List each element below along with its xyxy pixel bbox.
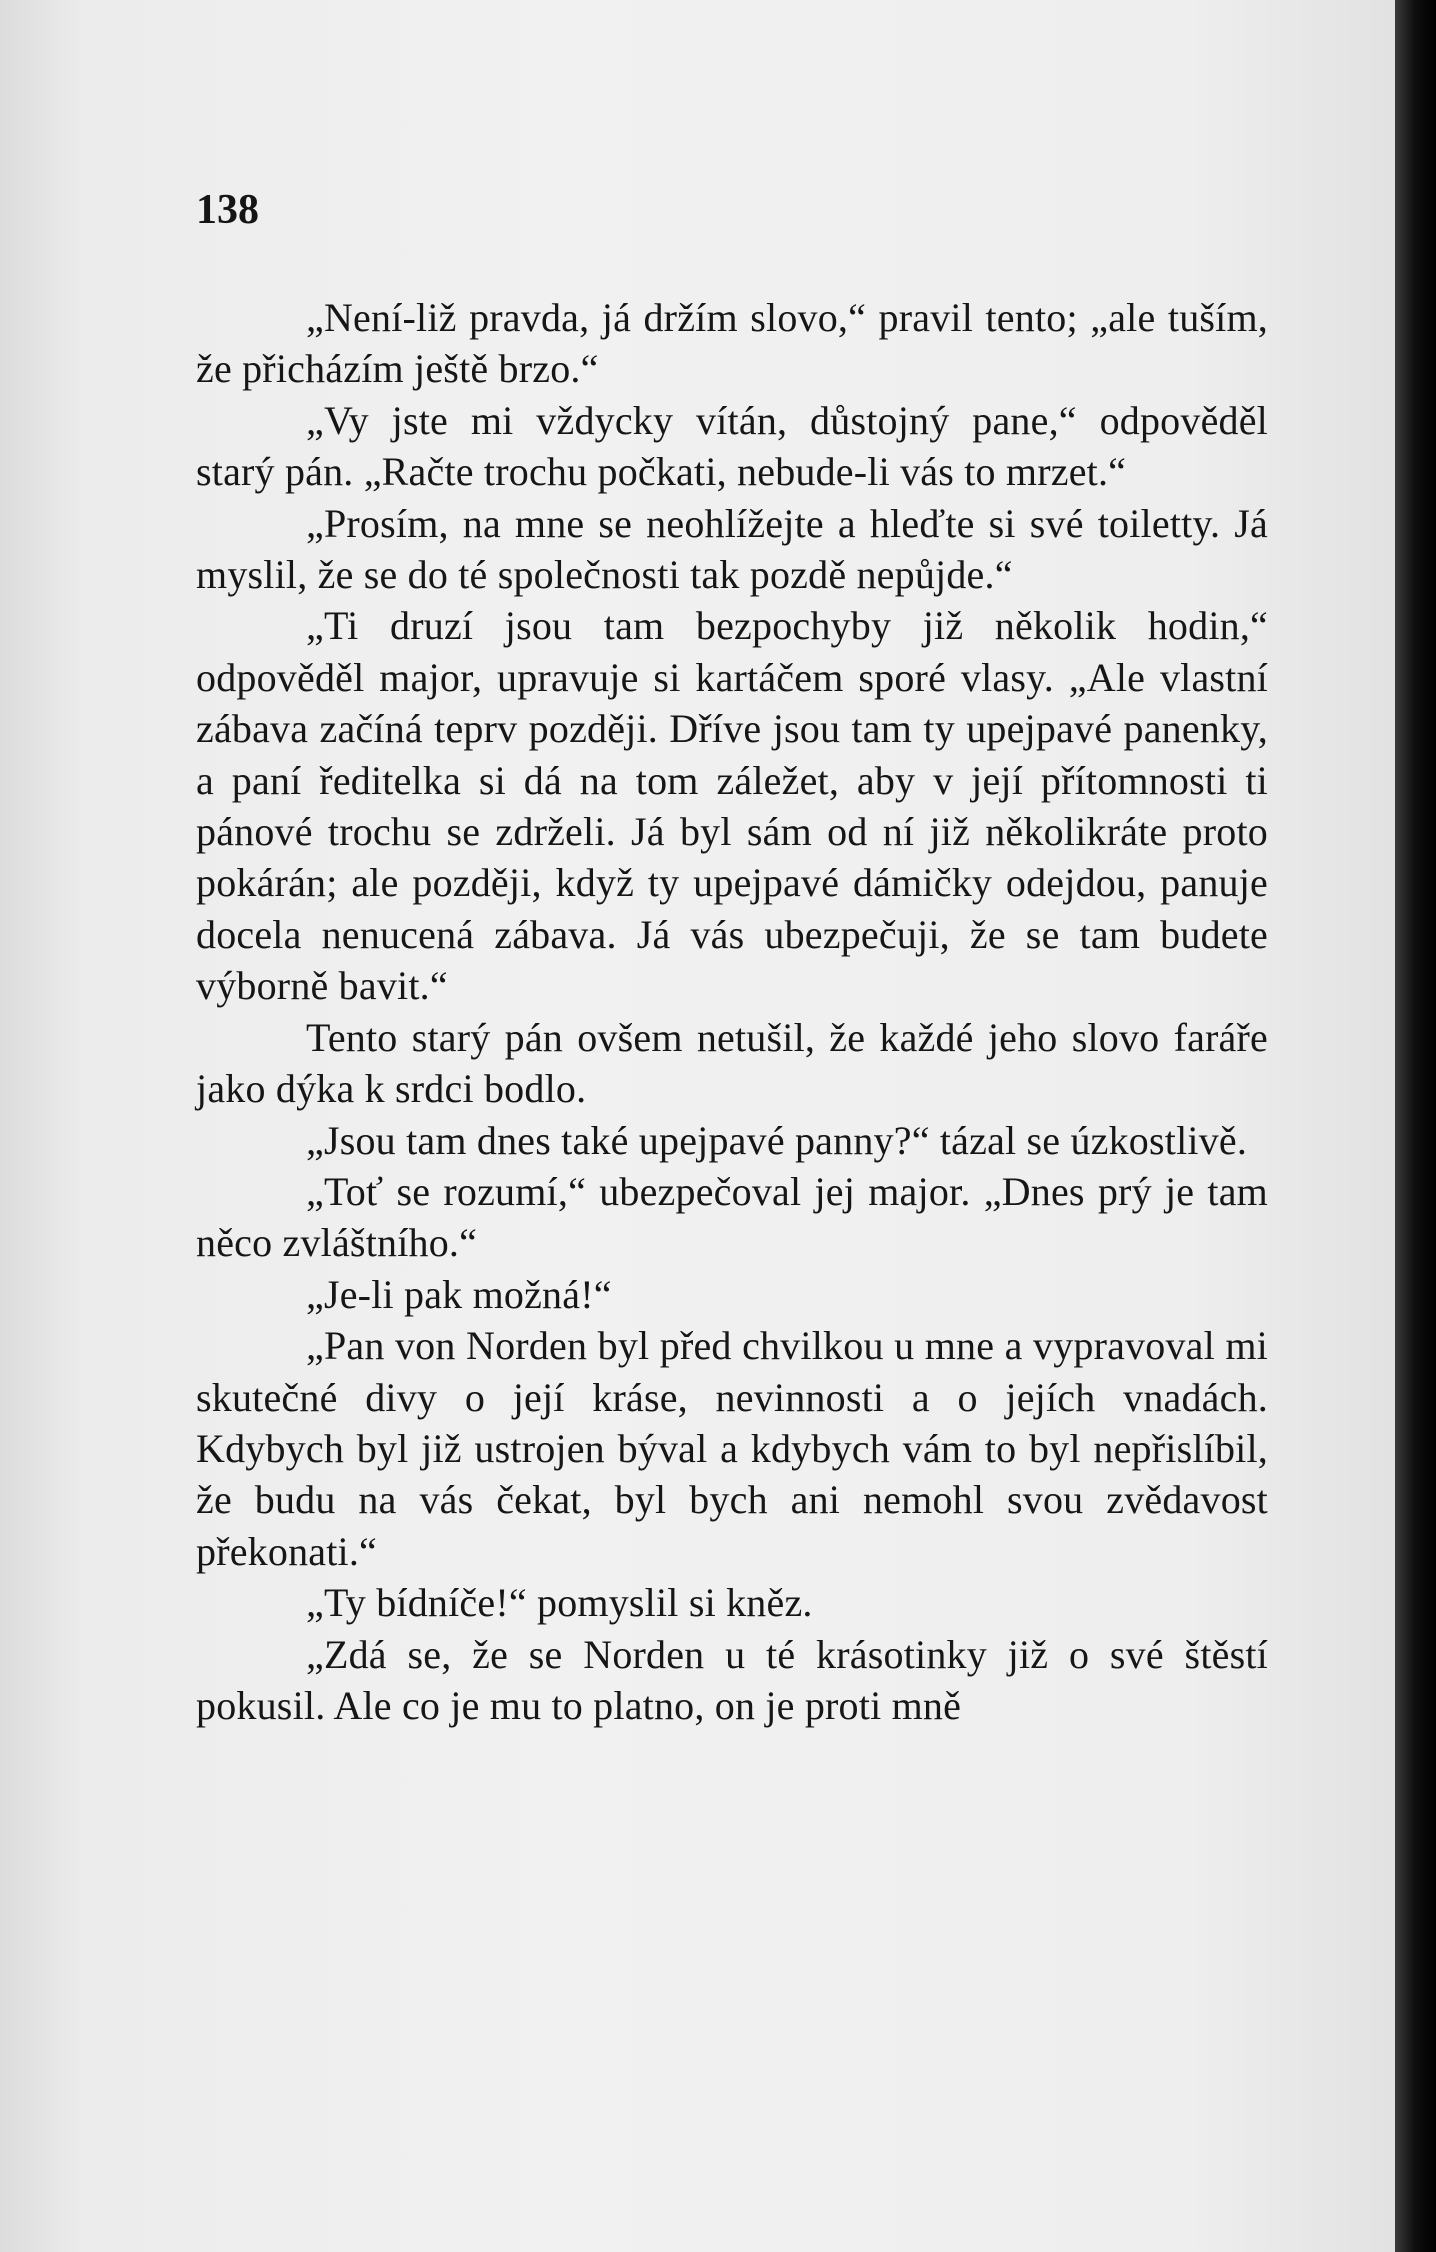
paragraph: „Vy jste mi vždycky vítán, důstojný pane,“ odpověděl starý pán. „Račte trochu počkati, nebude-li vás to mrzet.“ (196, 397, 1268, 495)
paragraph: „Ti druzí jsou tam bezpochyby již několik hodin,“ odpověděl major, upravuje si kartáčem sporé vlasy. „Ale vlastní zábava začíná teprv později. Dříve jsou tam ty upejpavé panenky, a paní ředitelka si dá na tom záležet, aby v její přítomnosti ti pánové trochu se zdrželi. Já byl sám od ní již několikráte proto pokárán; ale později, když ty upejpavé dámičky odejdou, panuje docela nenucená zábava. Já vás ubezpečuji, že se tam budete výborně bavit.“ (196, 603, 1268, 1009)
book-spine-edge (1395, 0, 1436, 2252)
paragraph: „Není-liž pravda, já držím slovo,“ pravil tento; „ale tuším, že přicházím ještě brzo.“ (196, 295, 1268, 392)
body-text (196, 292, 1268, 1731)
paragraph: „Ty bídníče!“ pomyslil si kněz. (306, 1580, 813, 1626)
paragraph: „Pan von Norden byl před chvilkou u mne a vypravoval mi skutečné divy o její kráse, nevinnosti a o jejích vnadách. Kdybych byl již ustrojen býval a kdybych vám to byl nepřislíbil, že budu na vás čekat, byl bych ani nemohl svou zvědavost překonati.“ (196, 1323, 1268, 1574)
paragraph: „Zdá se, že se Norden u té krásotinky již o své štěstí pokusil. Ale co je mu to platno, on je proti mně (196, 1631, 1268, 1728)
paragraph: „Jsou tam dnes také upejpavé panny?“ tázal se úzkostlivě. (306, 1117, 1248, 1163)
paragraph: „Toť se rozumí,“ ubezpečoval jej major. „Dnes prý je tam něco zvláštního.“ (196, 1168, 1268, 1266)
page-number: 138 (196, 187, 259, 233)
paragraph: Tento starý pán ovšem netušil, že každé jeho slovo faráře jako dýka k srdci bodlo. (196, 1014, 1268, 1112)
paragraph: „Je-li pak možná!“ (306, 1271, 612, 1317)
paragraph: „Prosím, na mne se neohlížejte a hleďte si své toiletty. Já myslil, že se do té společnosti tak pozdě nepůjde.“ (196, 500, 1268, 598)
